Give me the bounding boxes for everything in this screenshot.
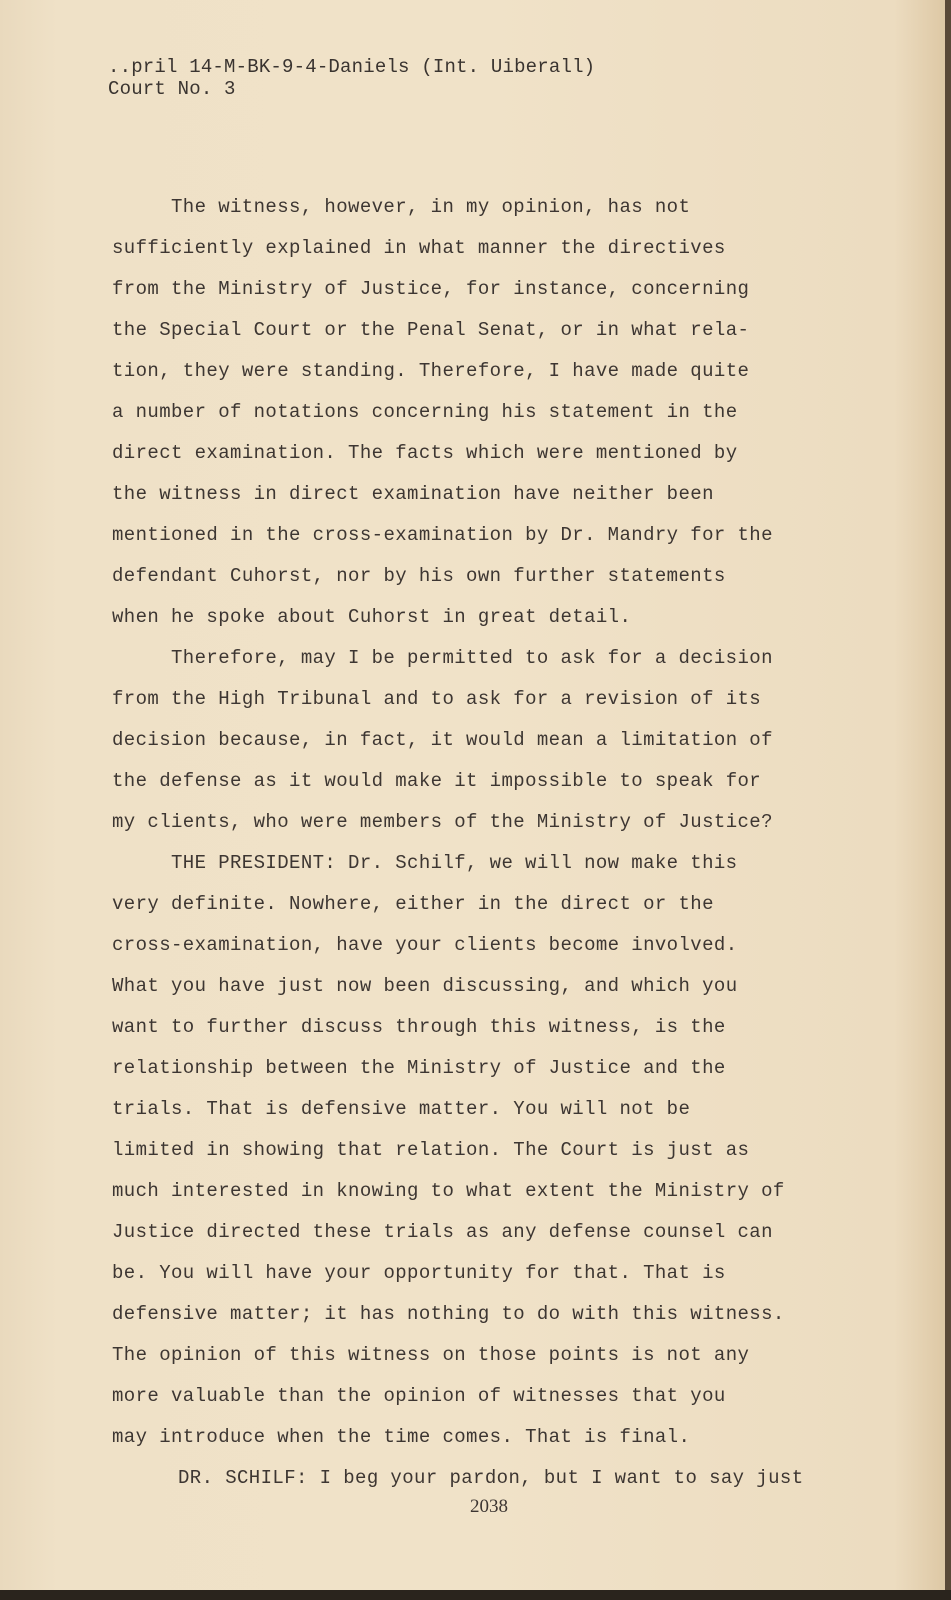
body-line: The opinion of this witness on those points is not any bbox=[112, 1344, 750, 1366]
header-case-line: ..pril 14-M-BK-9-4-Daniels (Int. Uiberall) bbox=[108, 56, 596, 78]
body-line: want to further discuss through this witness, is the bbox=[112, 1016, 726, 1038]
body-line: the witness in direct examination have neither been bbox=[112, 483, 714, 505]
body-line: defensive matter; it has nothing to do with this witness. bbox=[112, 1303, 785, 1325]
page-edge-shadow bbox=[945, 0, 951, 1600]
body-line: from the Ministry of Justice, for instance, concerning bbox=[112, 278, 750, 300]
body-line: a number of notations concerning his statement in the bbox=[112, 401, 738, 423]
body-line: decision because, in fact, it would mean a limitation of bbox=[112, 729, 773, 751]
body-line: when he spoke about Cuhorst in great detail. bbox=[112, 606, 632, 628]
body-line: trials. That is defensive matter. You will not be bbox=[112, 1098, 691, 1120]
document-header bbox=[108, 56, 595, 100]
body-line: tion, they were standing. Therefore, I have made quite bbox=[112, 360, 750, 382]
body-line: from the High Tribunal and to ask for a revision of its bbox=[112, 688, 762, 710]
body-line: DR. SCHILF: I beg your pardon, but I want to say just bbox=[178, 1467, 804, 1489]
body-line: defendant Cuhorst, nor by his own further statements bbox=[112, 565, 726, 587]
body-line: my clients, who were members of the Ministry of Justice? bbox=[112, 811, 773, 833]
body-line: relationship between the Ministry of Justice and the bbox=[112, 1057, 726, 1079]
body-line: Justice directed these trials as any defense counsel can bbox=[112, 1221, 773, 1243]
body-line: mentioned in the cross-examination by Dr. Mandry for the bbox=[112, 524, 773, 546]
body-line: very definite. Nowhere, either in the direct or the bbox=[112, 893, 714, 915]
body-line: more valuable than the opinion of witnesses that you bbox=[112, 1385, 726, 1407]
page-bottom-edge bbox=[0, 1590, 951, 1600]
body-line: Therefore, may I be permitted to ask for a decision bbox=[171, 647, 773, 669]
body-line: be. You will have your opportunity for that. That is bbox=[112, 1262, 726, 1284]
body-line: the Special Court or the Penal Senat, or in what rela- bbox=[112, 319, 750, 341]
body-line: sufficiently explained in what manner the directives bbox=[112, 237, 726, 259]
body-line: What you have just now been discussing, and which you bbox=[112, 975, 738, 997]
body-line: direct examination. The facts which were mentioned by bbox=[112, 442, 738, 464]
body-line: limited in showing that relation. The Court is just as bbox=[112, 1139, 750, 1161]
body-line: the defense as it would make it impossible to speak for bbox=[112, 770, 762, 792]
header-court-line: Court No. 3 bbox=[108, 78, 236, 100]
body-line: may introduce when the time comes. That is final. bbox=[112, 1426, 691, 1448]
page-number: 2038 bbox=[470, 1496, 508, 1517]
body-line: THE PRESIDENT: Dr. Schilf, we will now make this bbox=[171, 852, 738, 874]
body-line: The witness, however, in my opinion, has not bbox=[171, 196, 691, 218]
body-line: cross-examination, have your clients become involved. bbox=[112, 934, 738, 956]
body-line: much interested in knowing to what extent the Ministry of bbox=[112, 1180, 785, 1202]
